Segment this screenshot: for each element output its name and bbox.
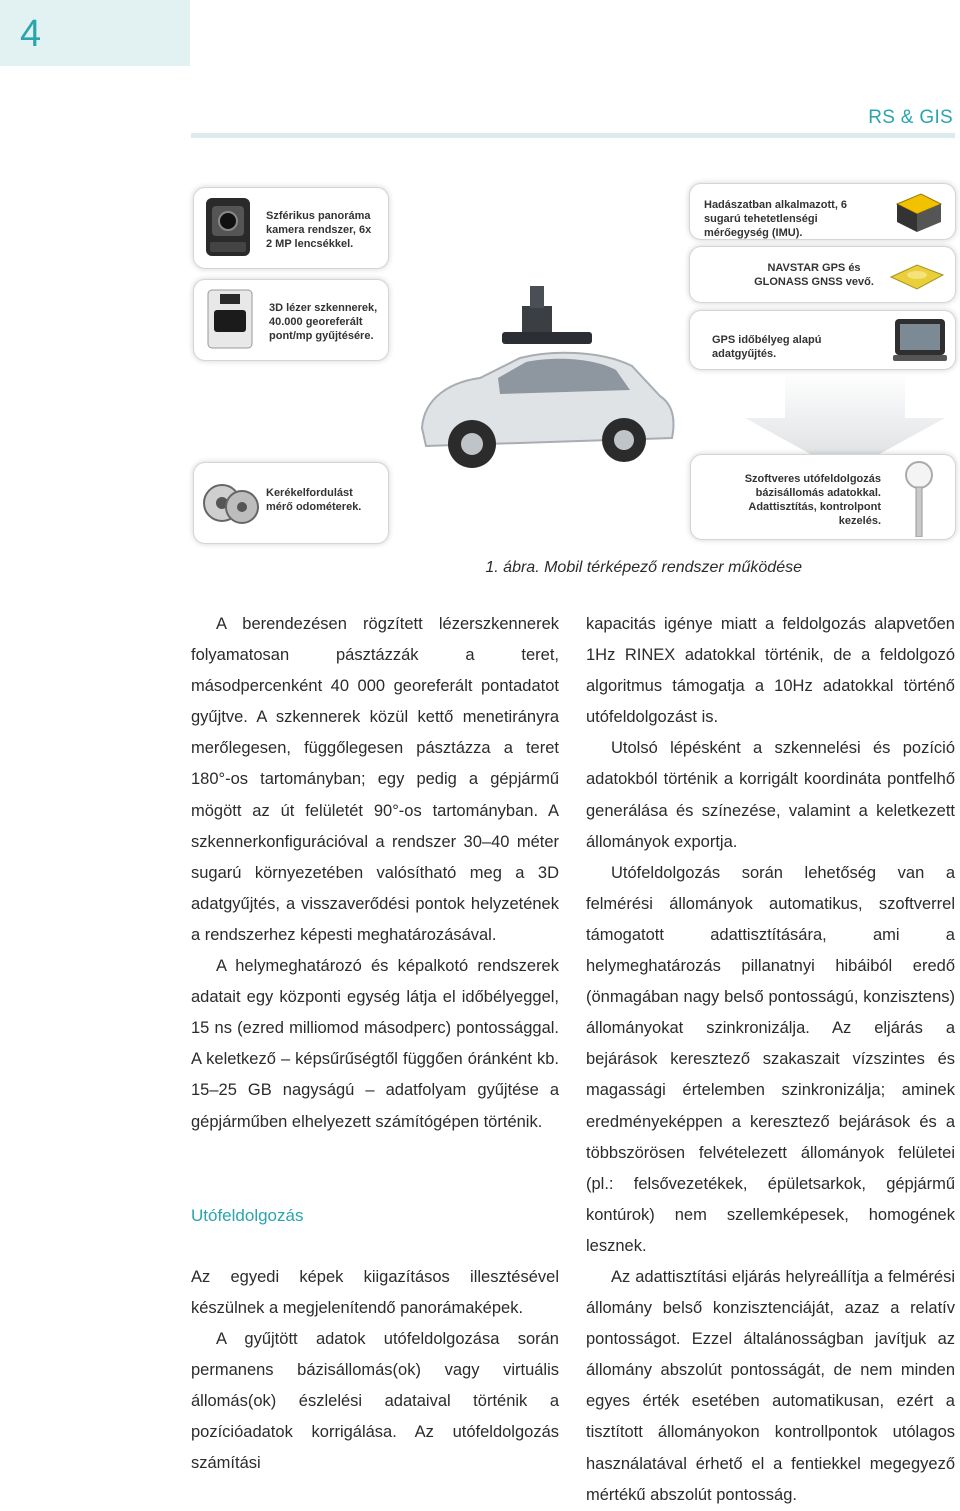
lidar-scanner-image [202,286,258,354]
right-column [586,609,955,1511]
imu-box [689,183,956,240]
right-paragraph-4: Az adattisztítási eljárás helyreállítja a felmérési állomány belső konzisztenciáját, azaz a relatív pontosságot. Ezzel általánosságban javítjuk az állomány abszolút pontosságát, de nem minden egyes érték esetében automatikusan, ezért a tisztított állományokon kontrollpontok utólagos használatával érhető el a fentiekkel megegyező mértékű abszolút pontosság. [586,1267,955,1504]
software-box [690,454,956,540]
figure-caption: 1. ábra. Mobil térképező rendszer működése [485,559,802,576]
left-paragraph-3: Az egyedi képek kiigazításos illesztésével készülnek a megjelenítendő panorámaképek. [191,1267,559,1317]
software-box-text: Szoftveres utófeldolgozás bázisállomás adatokkal. Adattisztítás, kontrolpont kezelés. [744,473,881,527]
left-paragraph-1: A berendezésen rögzített lézerszkennerek folyamatosan pásztázzák a teret, másodpercenként 40 000 georeferált pontadatot gyűjtve. A szkennerek közül kettő menetirányra merőlegesen, függőlegesen pásztázza a teret 180°-os tartományban; egy pedig a gépjármű mögött az út felületét 90°-os tartományban. A szkennerkonfigurációval a rendszer 30–40 méter sugarú környezetében valósítható meg a 3D adatgyűjtés, a visszaverődési pontok helyzetének a rendszerhez képesti meghatározásával. [191,615,559,944]
left-column [191,609,559,1479]
gnss-receiver-image [887,259,947,293]
header-rule [191,133,955,138]
spacer [191,1231,559,1262]
right-paragraph-3: Utófeldolgozás során lehetőség van a felmérési állományok automatikus, szoftverrel támogatott adattisztítására, ami a helymeghatározás pillanatnyi hibáiból eredő (önmagában nagy belső pontosságú, konzisztens) állományokat szinkronizálja. Az eljárás a bejárások keresztező szakaszait vízszintes és magassági értelemben szinkronizálja; aminek eredményeképpen a keresztező bejárások és a többszörösen felvételezett állományok felületei (pl.: felsővezetékek, épületsarkok, gépjármű kontúrok) nem szellemképesek, homogének lesznek. [586,863,955,1255]
camera-box [193,187,389,269]
base-station-antenna-image [897,459,941,537]
lidar-box [193,279,389,361]
imu-box-text: Hadászatban alkalmazott, 6 sugarú tehetetlenségi mérőegység (IMU). [704,199,848,239]
figure-mobile-mapping-system [190,178,960,548]
running-head: RS & GIS [868,107,953,128]
imu-image [891,190,945,234]
page-number: 4 [20,13,42,55]
spacer [191,1138,559,1200]
left-paragraph-4: A gyűjtött adatok utófeldolgozása során permanens bázisállomás(ok) vagy virtuális állomás(ok) észlelési adataival történik a pozícióadatok korrigálása. Az utófeldolgozás számítási [191,1329,559,1473]
camera-box-text: Szférikus panoráma kamera rendszer, 6x 2 MP lencsékkel. [266,210,372,250]
laptop-image [891,315,949,365]
gnss-box [689,246,956,303]
left-paragraph-2: A helymeghatározó és képalkotó rendszerek adatait egy központi egység látja el időbélyeggel, 15 ns (ezred milliomod másodperc) pontossággal. A keletkező – képsűrűségtől függően óránként kb. 15–25 GB nagyságú – adatfolyam gyűjtése a gépjárműben elhelyezett számítógépen történik. [191,957,559,1131]
gnss-box-text: NAVSTAR GPS és GLONASS GNSS vevő. [754,262,874,288]
right-paragraph-2: Utolsó lépésként a szkennelési és pozíció adatokból történik a korrigált koordináta pontfelhő generálása és színezése, valamint a keletkezett állományok exportja. [586,739,955,851]
lidar-box-text: 3D lézer szkennerek, 40.000 georeferált pont/mp gyűjtésére. [269,302,378,342]
timestamp-box-text: GPS időbélyeg alapú adatgyűjtés. [712,334,822,360]
page-number-box [0,0,190,66]
right-paragraph-1: kapacitás igénye miatt a feldolgozás alapvetően 1Hz RINEX adatokkal történik, de a feldolgozó algoritmus támogatja a 10Hz adatokkal történő utófeldolgozást is. [586,615,955,727]
section-heading-postprocessing: Utófeldolgozás [191,1205,304,1225]
odometer-image [200,469,262,537]
timestamp-box [689,310,956,370]
panorama-camera-image [202,196,254,260]
odometer-box-text: Kerékelfordulást mérő odométerek. [266,487,362,513]
mapping-vehicle-image [410,278,680,488]
odometer-box [193,462,389,544]
